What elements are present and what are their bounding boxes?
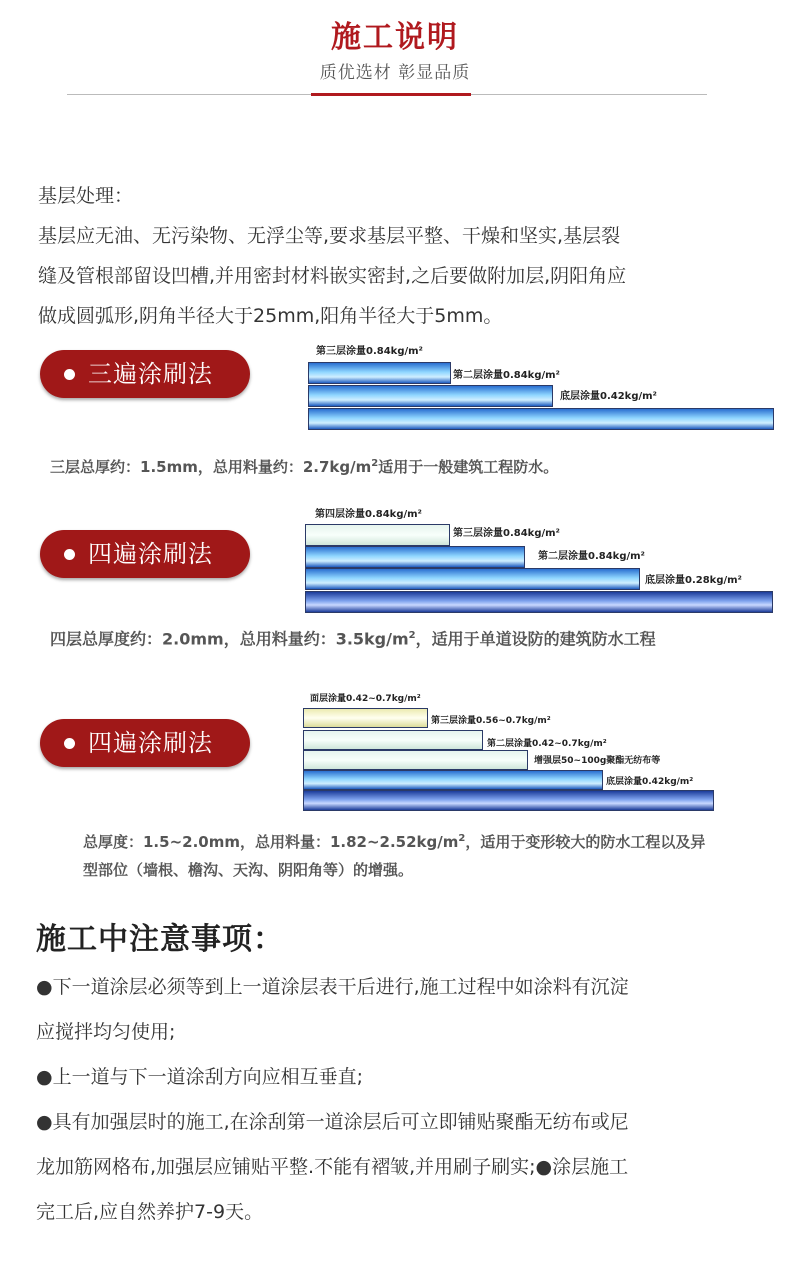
- layer-bar: [308, 408, 774, 430]
- base-treatment-heading: 基层处理：: [38, 185, 134, 207]
- method-caption-1: [50, 450, 558, 481]
- notes-section: [36, 965, 756, 1235]
- layer-bar: [303, 750, 528, 770]
- caption-text: 适用于一般建筑工程防水。: [378, 458, 559, 476]
- layer-bar: [303, 708, 428, 728]
- layer-label: 第四层涂量0.84kg/m²: [315, 509, 422, 520]
- page-title: 施工说明: [331, 20, 459, 55]
- caption-sup: 2: [371, 458, 379, 469]
- layer-label: 底层涂量0.42kg/m²: [606, 777, 694, 787]
- layer-label: 第二层涂量0.42~0.7kg/m²: [487, 739, 607, 749]
- caption-text: ，适用于变形较大的防水工程以及异: [465, 833, 706, 851]
- bullet-icon: [64, 549, 75, 560]
- layer-bar: [303, 790, 714, 811]
- layer-label: 第三层涂量0.56~0.7kg/m²: [431, 716, 551, 726]
- caption-sup: 2: [458, 833, 466, 844]
- base-treatment-line: 缝及管根部留设凹槽,并用密封材料嵌实密封,之后要做附加层,阴阳角应: [38, 265, 627, 287]
- layer-bar: [305, 546, 525, 568]
- layer-label: 底层涂量0.28kg/m²: [645, 575, 742, 586]
- base-treatment-section: [38, 176, 758, 336]
- layer-label: 面层涂量0.42~0.7kg/m²: [310, 694, 421, 704]
- method-caption-3: [83, 825, 763, 884]
- note-line: 完工后,应自然养护7-9天。: [36, 1201, 264, 1223]
- layer-bar: [305, 524, 450, 546]
- caption-text: 三层总厚约：1.5mm，总用料量约：2.7kg/m: [50, 458, 372, 476]
- layer-label: 第二层涂量0.84kg/m²: [453, 370, 560, 381]
- method-caption-2: [50, 622, 656, 653]
- notes-heading: 施工中注意事项：: [36, 922, 284, 957]
- note-line: ●下一道涂层必须等到上一道涂层表干后进行,施工过程中如涂料有沉淀: [36, 976, 629, 998]
- note-line: 应搅拌均匀使用;: [36, 1021, 176, 1043]
- layer-label: 底层涂量0.42kg/m²: [560, 391, 657, 402]
- caption-text: ，适用于单道设防的建筑防水工程: [415, 629, 656, 649]
- method-badge-2: [40, 530, 250, 578]
- method-label: 四遍涂刷法: [88, 729, 213, 757]
- layer-label: 增强层50~100g聚酯无纺布等: [534, 756, 661, 766]
- header-divider-accent: [311, 93, 471, 96]
- method-label: 三遍涂刷法: [88, 360, 213, 388]
- layer-diagram-1: [308, 340, 778, 435]
- bullet-icon: [64, 369, 75, 380]
- layer-bar: [303, 770, 603, 790]
- layer-bar: [305, 568, 640, 590]
- note-line: 龙加筋网格布,加强层应铺贴平整.不能有褶皱,并用刷子刷实;●涂层施工: [36, 1156, 629, 1178]
- page-subtitle: 质优选材 彰显品质: [319, 63, 471, 83]
- caption-text: 四层总厚度约：2.0mm，总用料量约：3.5kg/m: [50, 629, 409, 649]
- layer-label: 第三层涂量0.84kg/m²: [453, 528, 560, 539]
- caption-text: 型部位（墙根、檐沟、天沟、阴阳角等）的增强。: [83, 861, 414, 879]
- layer-label: 第二层涂量0.84kg/m²: [538, 551, 645, 562]
- base-treatment-line: 做成圆弧形,阴角半径大于25mm,阳角半径大于5mm。: [38, 305, 503, 327]
- layer-bar: [308, 362, 451, 384]
- note-line: ●具有加强层时的施工,在涂刮第一道涂层后可立即铺贴聚酯无纺布或尼: [36, 1111, 629, 1133]
- bullet-icon: [64, 738, 75, 749]
- caption-text: 总厚度：1.5~2.0mm，总用料量：1.82~2.52kg/m: [83, 833, 459, 851]
- layer-label: 第三层涂量0.84kg/m²: [316, 346, 423, 357]
- note-line: ●上一道与下一道涂刮方向应相互垂直;: [36, 1066, 363, 1088]
- caption-sup: 2: [408, 630, 416, 641]
- method-badge-3: [40, 719, 250, 767]
- base-treatment-line: 基层应无油、无污染物、无浮尘等,要求基层平整、干燥和坚实,基层裂: [38, 225, 621, 247]
- layer-bar: [305, 591, 773, 613]
- method-badge-1: [40, 350, 250, 398]
- layer-diagram-3: [303, 690, 723, 815]
- layer-diagram-2: [305, 504, 777, 619]
- layer-bar: [308, 385, 553, 407]
- layer-bar: [303, 730, 483, 750]
- method-label: 四遍涂刷法: [88, 540, 213, 568]
